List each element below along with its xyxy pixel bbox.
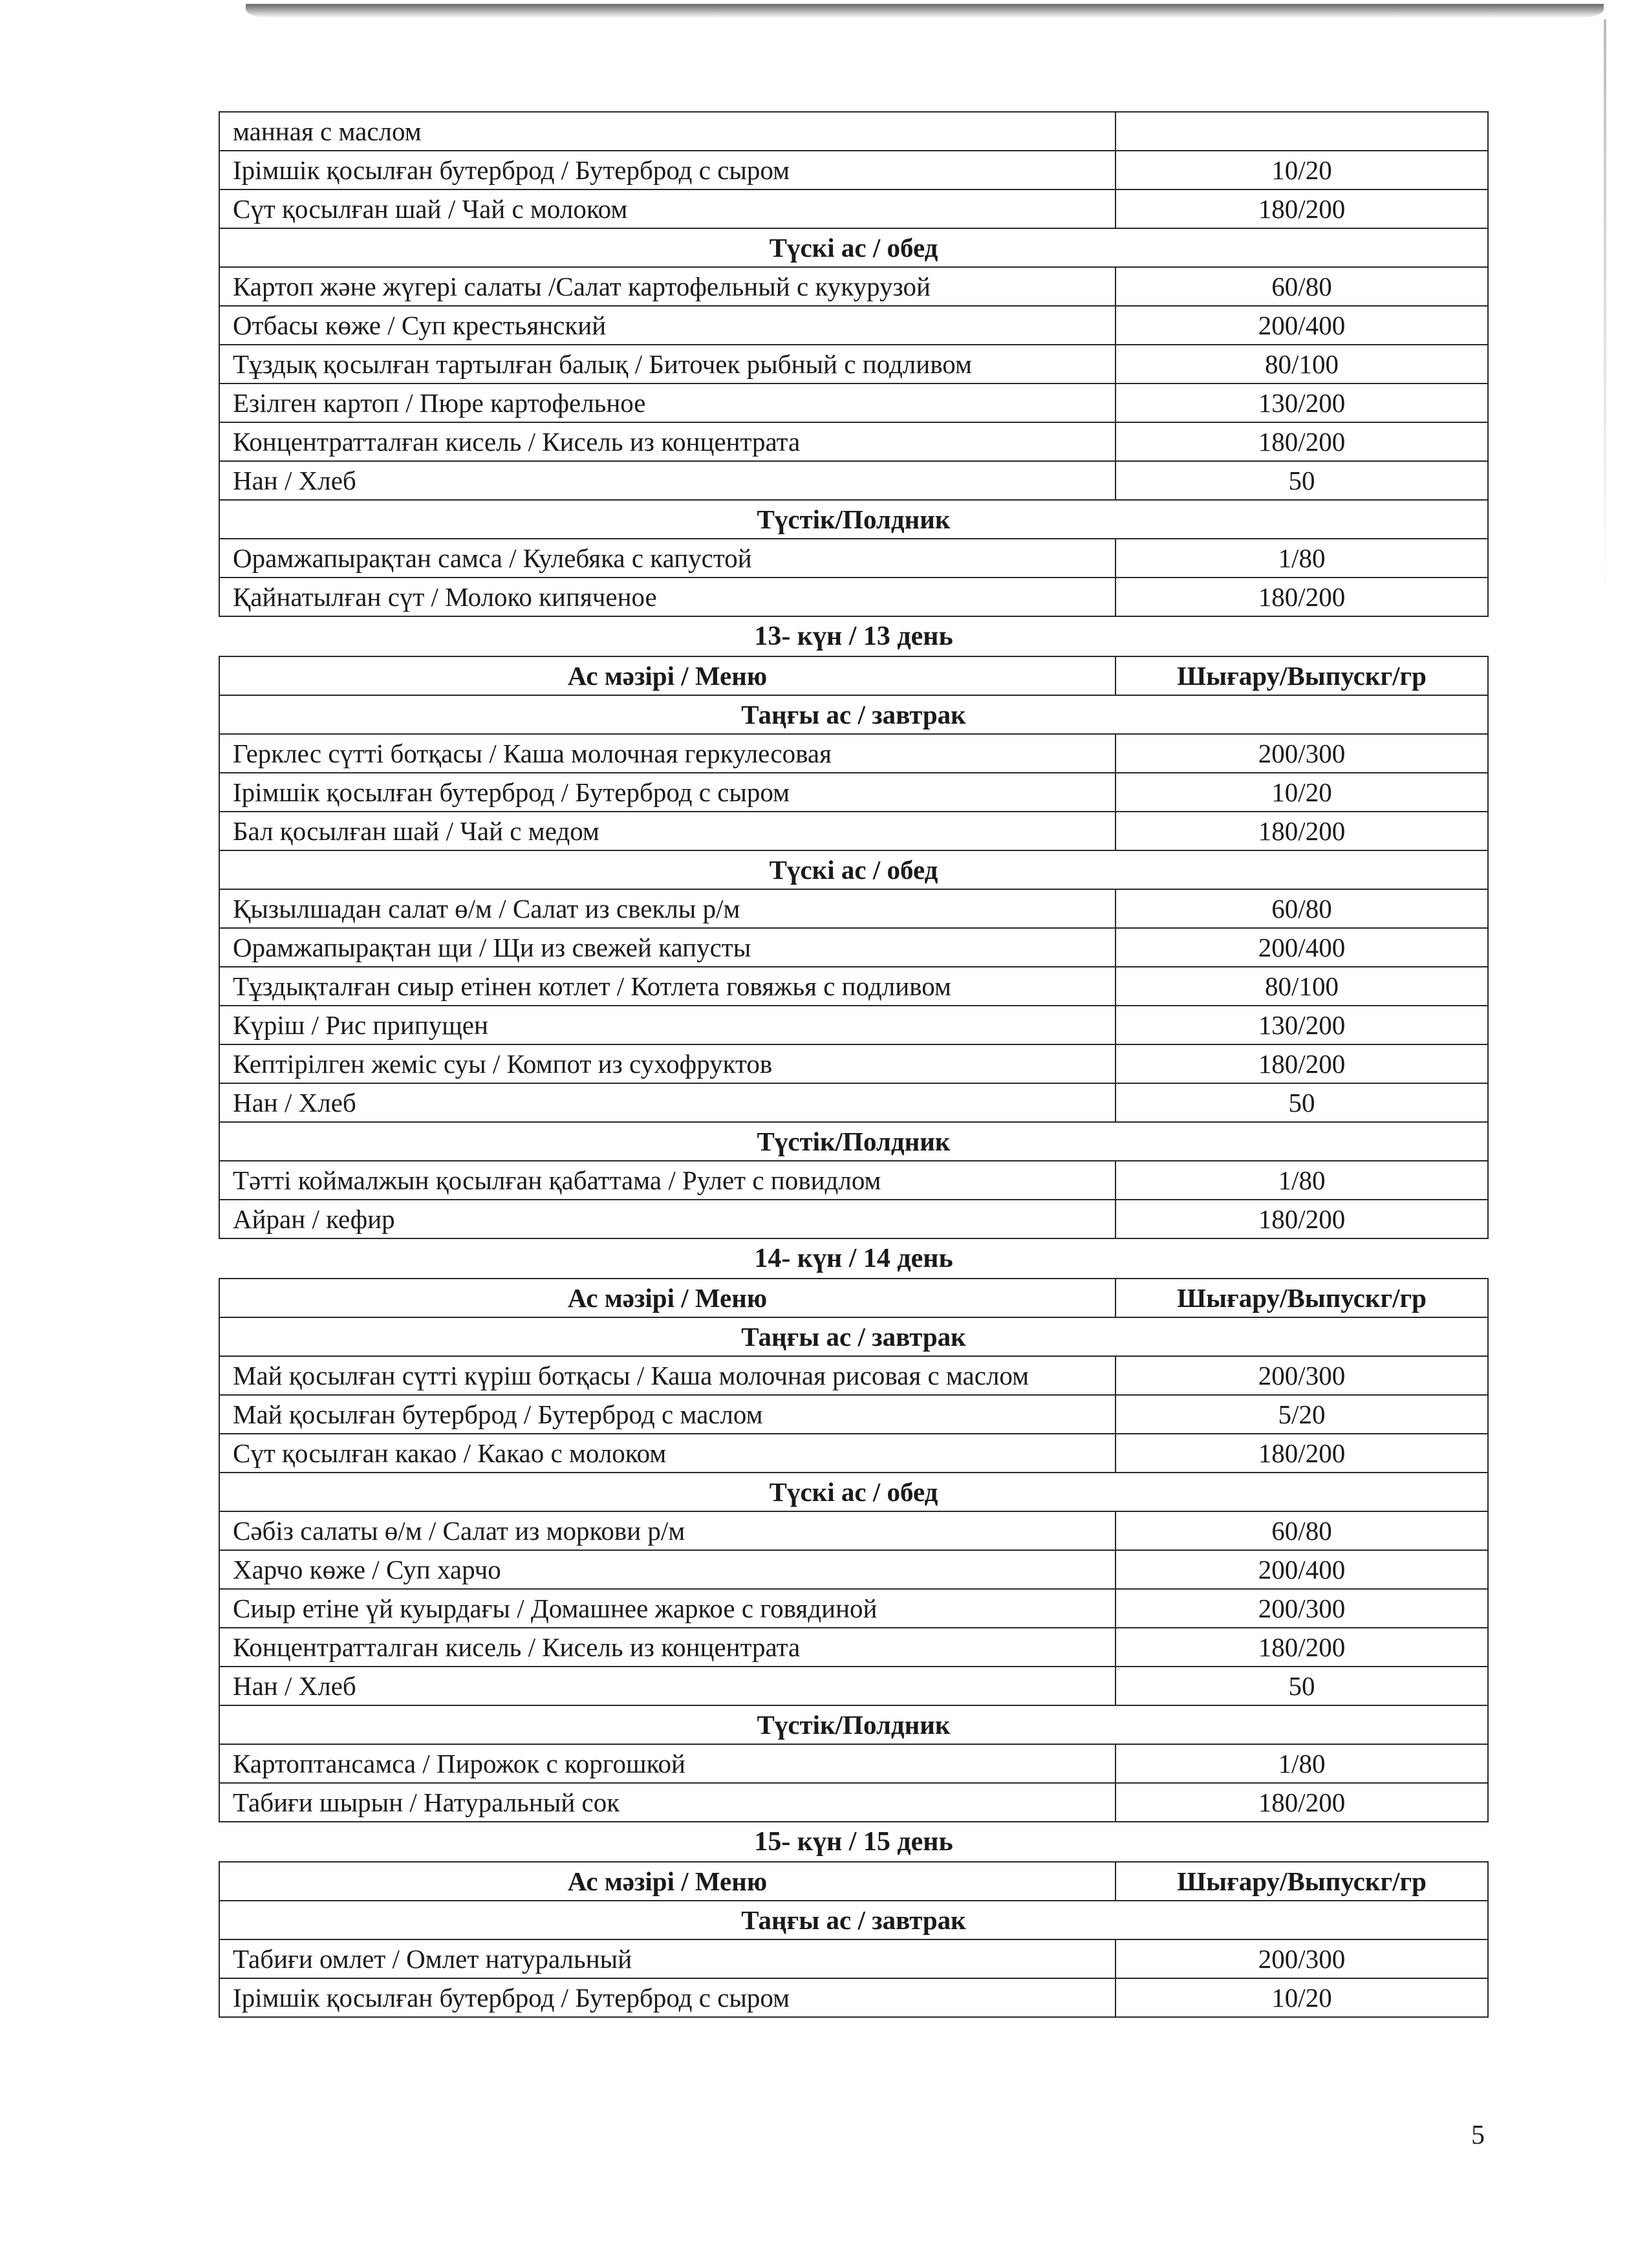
table-row [219,1783,1488,1822]
dish-name: Концентратталған кисель / Кисель из концентрата [219,422,1116,461]
dish-yield: 180/200 [1116,1044,1488,1083]
dish-name: Бал қосылған шай / Чай с медом [219,812,1116,850]
menu-column-header: Ас мәзірі / Меню [219,1279,1116,1317]
dish-name: Концентратталган кисель / Кисель из концентрата [219,1628,1116,1667]
table-row [219,1628,1488,1667]
dish-name: Кептірілген жеміс суы / Компот из сухофруктов [219,1044,1116,1083]
section-title: Түскі ас / обед [219,850,1488,889]
section-title: Таңғы ас / завтрак [219,695,1488,734]
section-row-lunch [219,1473,1488,1511]
table-header-row [219,1279,1488,1317]
dish-yield: 10/20 [1116,151,1488,189]
table-row [219,461,1488,500]
dish-name: Айран / кефир [219,1200,1116,1238]
dish-yield: 1/80 [1116,1744,1488,1783]
table-row [219,1939,1488,1978]
dish-name: Езілген картоп / Пюре картофельное [219,383,1116,422]
scan-side-shadow [1604,19,1606,601]
section-row-lunch [219,850,1488,889]
dish-name: Табиғи омлет / Омлет натуральный [219,1939,1116,1978]
dish-name: Картоп және жүгері салаты /Салат картофельный с кукурузой [219,267,1116,306]
table-row [219,189,1488,228]
dish-yield: 200/300 [1116,734,1488,773]
table-row [219,1978,1488,2017]
dish-name: Сиыр етіне үй куырдағы / Домашнее жаркое с говядиной [219,1589,1116,1628]
scan-edge-shadow [246,4,1604,18]
dish-name: манная с маслом [219,112,1116,151]
dish-yield [1116,112,1488,151]
table-row [219,345,1488,383]
section-title: Таңғы ас / завтрак [219,1901,1488,1939]
dish-name: Май қосылған сүтті күріш ботқасы / Каша молочная рисовая с маслом [219,1356,1116,1395]
dish-name: Нан / Хлеб [219,461,1116,500]
dish-name: Сүт қосылған какао / Какао с молоком [219,1434,1116,1473]
section-title: Түскі ас / обед [219,1473,1488,1511]
dish-yield: 1/80 [1116,539,1488,578]
dish-name: Ірімшік қосылған бутерброд / Бутерброд с сыром [219,151,1116,189]
dish-name: Герклес сүтті ботқасы / Каша молочная геркулесовая [219,734,1116,773]
dish-yield: 130/200 [1116,383,1488,422]
section-row-breakfast [219,695,1488,734]
page-number: 5 [1471,2121,1485,2150]
table-row [219,1589,1488,1628]
table-row [219,928,1488,967]
menu-table-continued [219,111,1489,617]
dish-yield: 50 [1116,1667,1488,1705]
table-row [219,1395,1488,1434]
dish-yield: 60/80 [1116,889,1488,928]
table-row [219,1006,1488,1044]
dish-yield: 130/200 [1116,1006,1488,1044]
section-row-breakfast [219,1901,1488,1939]
day-title-13: 13- күн / 13 день [754,621,953,651]
section-row-breakfast [219,1317,1488,1356]
section-title: Түстік/Полдник [219,500,1488,539]
dish-yield: 80/100 [1116,345,1488,383]
dish-yield: 180/200 [1116,1434,1488,1473]
section-row-snack [219,1705,1488,1744]
dish-name: Нан / Хлеб [219,1667,1116,1705]
table-row [219,1044,1488,1083]
table-row [219,578,1488,616]
day-title-14: 14- күн / 14 день [754,1244,953,1273]
dish-yield: 5/20 [1116,1395,1488,1434]
dish-name: Тұздықталған сиыр етінен котлет / Котлета говяжья с подливом [219,967,1116,1006]
table-header-row [219,656,1488,695]
dish-name: Орамжапырақтан самса / Кулебяка с капустой [219,539,1116,578]
table-row [219,383,1488,422]
yield-column-header: Шығару/Выпускг/гр [1116,1862,1488,1901]
dish-yield: 200/300 [1116,1589,1488,1628]
dish-yield: 50 [1116,1083,1488,1122]
table-row [219,812,1488,850]
dish-name: Нан / Хлеб [219,1083,1116,1122]
dish-yield: 200/300 [1116,1356,1488,1395]
dish-yield: 180/200 [1116,1200,1488,1238]
dish-name: Қайнатылған сүт / Молоко кипяченое [219,578,1116,616]
table-row [219,1083,1488,1122]
dish-yield: 200/400 [1116,928,1488,967]
table-row [219,734,1488,773]
menu-table-day-15 [219,1861,1489,2018]
table-row [219,112,1488,151]
dish-yield: 60/80 [1116,267,1488,306]
menu-column-header: Ас мәзірі / Меню [219,1862,1116,1901]
table-header-row [219,1862,1488,1901]
dish-name: Ірімшік қосылған бутерброд / Бутерброд с сыром [219,773,1116,812]
section-title: Түстік/Полдник [219,1705,1488,1744]
table-row [219,1161,1488,1200]
section-title: Таңғы ас / завтрак [219,1317,1488,1356]
dish-yield: 80/100 [1116,967,1488,1006]
dish-name: Күріш / Рис припущен [219,1006,1116,1044]
table-row [219,1200,1488,1238]
table-row [219,422,1488,461]
dish-name: Тұздық қосылған тартылған балық / Биточек рыбный с подливом [219,345,1116,383]
table-row [219,151,1488,189]
dish-yield: 10/20 [1116,1978,1488,2017]
dish-yield: 180/200 [1116,1628,1488,1667]
menu-table-day-13 [219,656,1489,1239]
section-row-snack [219,1122,1488,1161]
dish-name: Табиғи шырын / Натуральный сок [219,1783,1116,1822]
table-row [219,539,1488,578]
table-row [219,1356,1488,1395]
menu-table-day-14 [219,1278,1489,1822]
dish-name: Отбасы көже / Суп крестьянский [219,306,1116,345]
dish-yield: 180/200 [1116,812,1488,850]
dish-name: Май қосылған бутерброд / Бутерброд с маслом [219,1395,1116,1434]
dish-yield: 180/200 [1116,1783,1488,1822]
yield-column-header: Шығару/Выпускг/гр [1116,1279,1488,1317]
section-title: Түстік/Полдник [219,1122,1488,1161]
table-row [219,306,1488,345]
yield-column-header: Шығару/Выпускг/гр [1116,656,1488,695]
section-row-lunch [219,228,1488,267]
dish-yield: 180/200 [1116,422,1488,461]
section-row-snack [219,500,1488,539]
section-title: Түскі ас / обед [219,228,1488,267]
dish-yield: 60/80 [1116,1511,1488,1550]
table-row [219,773,1488,812]
table-row [219,1550,1488,1589]
dish-name: Қызылшадан салат ө/м / Салат из свеклы р/м [219,889,1116,928]
table-row [219,267,1488,306]
table-row [219,1667,1488,1705]
table-row [219,1744,1488,1783]
table-row [219,1434,1488,1473]
menu-document [219,111,1489,2018]
day-title-15: 15- күн / 15 день [754,1827,953,1857]
dish-name: Ірімшік қосылған бутерброд / Бутерброд с сыром [219,1978,1116,2017]
table-row [219,967,1488,1006]
table-row [219,889,1488,928]
dish-name: Сүт қосылған шай / Чай с молоком [219,189,1116,228]
dish-name: Орамжапырақтан щи / Щи из свежей капусты [219,928,1116,967]
dish-yield: 200/400 [1116,306,1488,345]
dish-yield: 200/400 [1116,1550,1488,1589]
dish-name: Тәтті коймалжын қосылған қабаттама / Рулет с повидлом [219,1161,1116,1200]
dish-yield: 180/200 [1116,578,1488,616]
menu-column-header: Ас мәзірі / Меню [219,656,1116,695]
dish-yield: 180/200 [1116,189,1488,228]
dish-yield: 50 [1116,461,1488,500]
dish-name: Картоптансамса / Пирожок с коргошкой [219,1744,1116,1783]
table-row [219,1511,1488,1550]
dish-yield: 10/20 [1116,773,1488,812]
dish-yield: 1/80 [1116,1161,1488,1200]
dish-name: Харчо көже / Суп харчо [219,1550,1116,1589]
dish-yield: 200/300 [1116,1939,1488,1978]
dish-name: Сәбіз салаты ө/м / Салат из моркови р/м [219,1511,1116,1550]
